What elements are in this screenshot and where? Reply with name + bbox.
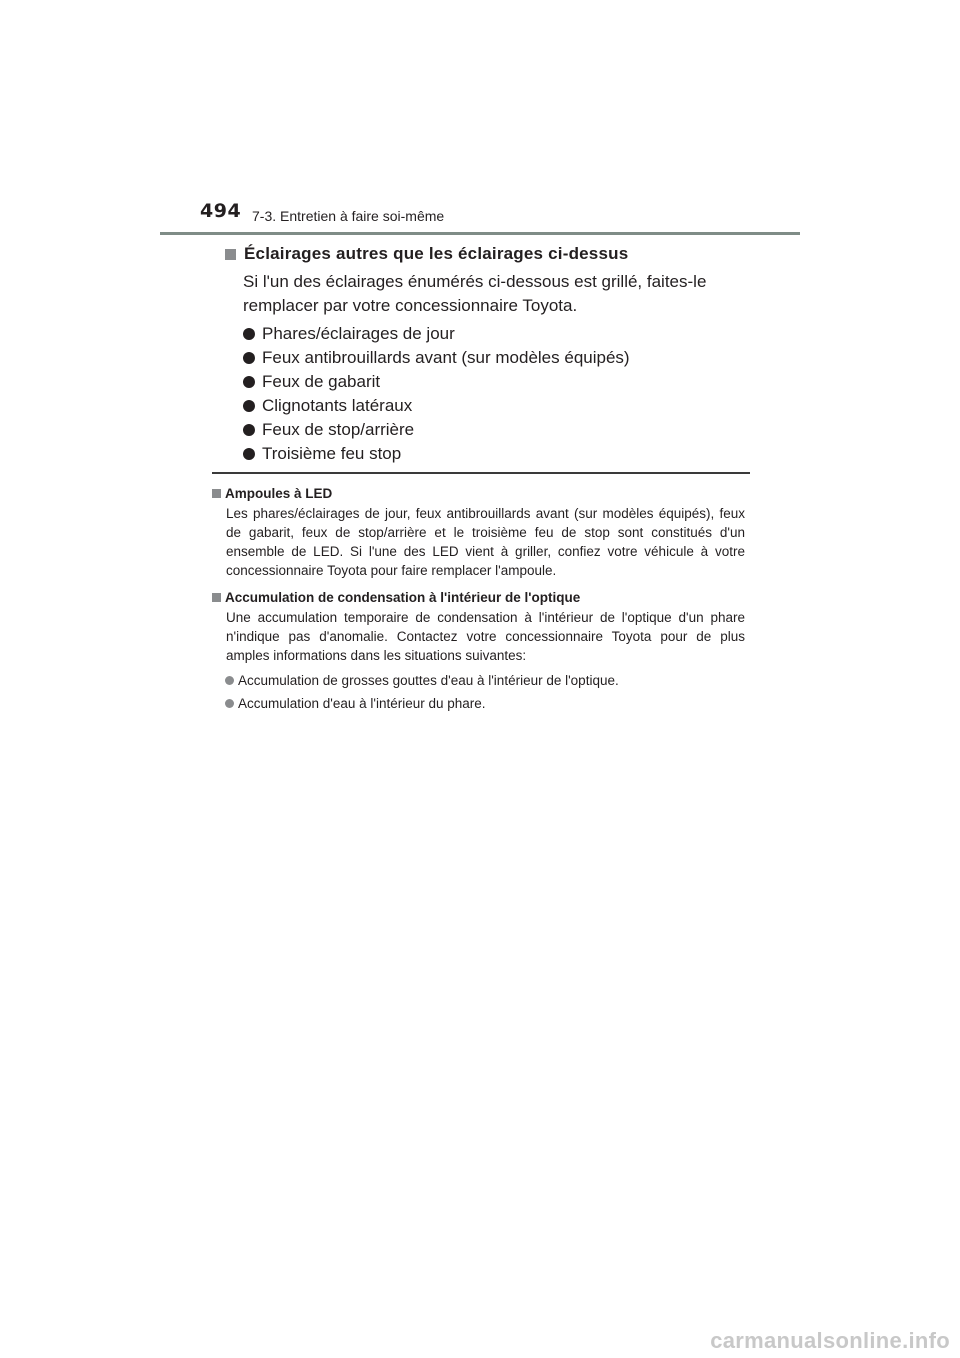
note-body: Les phares/éclairages de jour, feux antibrouillards avant (sur modèles équipés), feux de gabarit, feux de stop/arrière et le troisième feu de stop sont constitués d'un ensemble de LED. Si l'une des LED vient à griller, confiez votre véhicule à votre concessionnaire Toyota pour faire remplacer l'ampoule.: [226, 506, 745, 578]
note-bullet-list: [225, 671, 747, 713]
note-heading-text: Ampoules à LED: [225, 485, 333, 501]
list-item-text: Clignotants latéraux: [262, 396, 413, 415]
list-item: [243, 418, 760, 442]
note-heading: [212, 484, 747, 502]
note-condensation: [212, 588, 747, 713]
main-heading-text: Éclairages autres que les éclairages ci-dessus: [244, 244, 629, 263]
watermark: carmanualsonline.info: [710, 1328, 950, 1353]
notes-section: [212, 484, 747, 721]
bullet-dot-icon: [243, 328, 255, 340]
list-item-text: Accumulation de grosses gouttes d'eau à l'intérieur de l'optique.: [238, 673, 619, 688]
bullet-dot-icon: [225, 676, 234, 685]
section-title: 7-3. Entretien à faire soi-même: [252, 208, 445, 224]
list-item-text: Troisième feu stop: [262, 444, 402, 463]
bullet-dot-icon: [243, 376, 255, 388]
list-item: [243, 322, 760, 346]
note-heading: [212, 588, 747, 606]
note-led: [212, 484, 747, 580]
bullet-dot-icon: [243, 352, 255, 364]
header-rule: [160, 232, 800, 235]
bullet-dot-icon: [225, 699, 234, 708]
list-item-text: Feux de gabarit: [262, 372, 381, 391]
main-bullet-list: [243, 322, 760, 466]
bullet-dot-icon: [243, 448, 255, 460]
list-item: [243, 442, 760, 466]
note-body: Une accumulation temporaire de condensation à l'intérieur de l'optique d'un phare n'indique pas d'anomalie. Contactez votre concessionnaire Toyota pour de plus amples informations dans les situations suivantes:: [226, 610, 745, 663]
list-item-text: Phares/éclairages de jour: [262, 324, 455, 343]
section-divider: [212, 472, 750, 474]
main-heading: [225, 242, 760, 266]
page-number: 494: [200, 200, 242, 222]
list-item-text: Feux de stop/arrière: [262, 420, 415, 439]
square-bullet-icon: [212, 489, 221, 498]
main-intro: Si l'un des éclairages énumérés ci-dessous est grillé, faites-le remplacer par votre concessionnaire Toyota.: [243, 272, 707, 315]
list-item: [225, 694, 747, 713]
note-heading-text: Accumulation de condensation à l'intérieur de l'optique: [225, 589, 581, 605]
main-section: [225, 242, 760, 466]
list-item: [243, 346, 760, 370]
list-item: [243, 394, 760, 418]
list-item-text: Accumulation d'eau à l'intérieur du phare.: [238, 696, 486, 711]
list-item: [225, 671, 747, 690]
bullet-dot-icon: [243, 424, 255, 436]
square-bullet-icon: [225, 249, 236, 260]
bullet-dot-icon: [243, 400, 255, 412]
list-item: [243, 370, 760, 394]
square-bullet-icon: [212, 593, 221, 602]
list-item-text: Feux antibrouillards avant (sur modèles équipés): [262, 348, 630, 367]
